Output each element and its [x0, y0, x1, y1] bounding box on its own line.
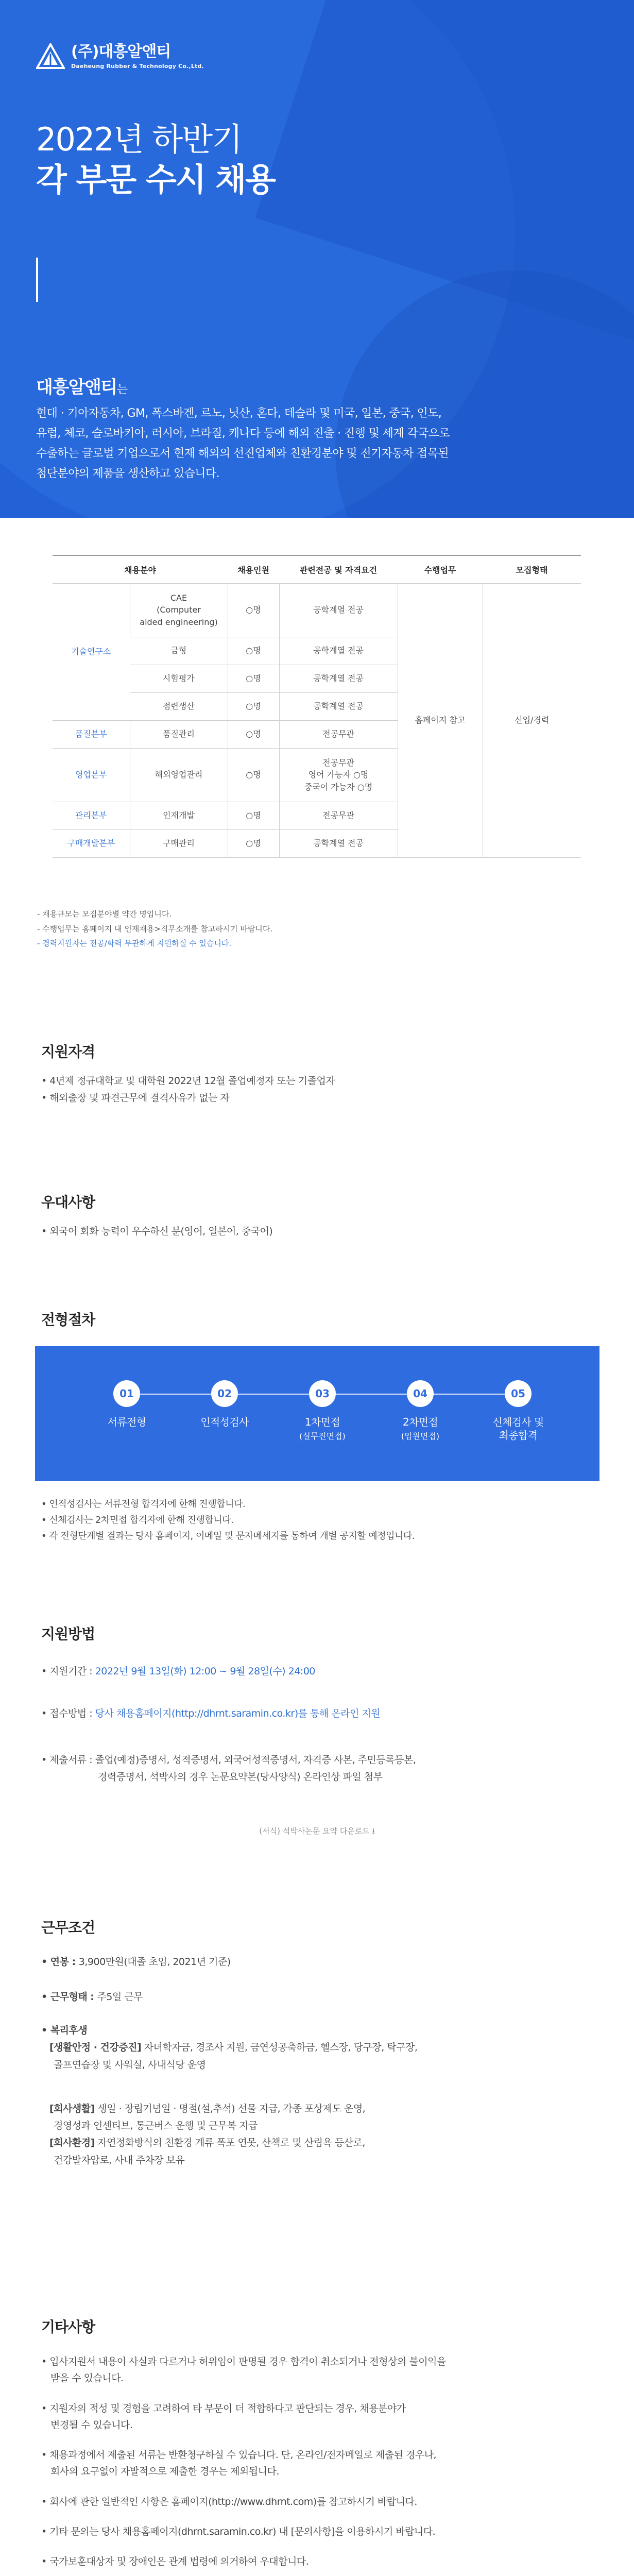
- count-cell: ○명: [228, 748, 279, 802]
- category-cell: 영업본부: [53, 748, 130, 802]
- title-line-2: 각 부문 수시 채용: [36, 160, 275, 198]
- type-cell: 신입/경력: [483, 583, 581, 857]
- list-item: • 4년제 정규대학교 및 대학원 2022년 12월 졸업예정자 또는 기졸업자: [41, 1075, 335, 1087]
- intro-line: 수출하는 글로벌 기업으로서 현재 해외의 선진업체와 친환경분야 및 전기자동차 접목된: [36, 447, 449, 460]
- count-cell: ○명: [228, 829, 279, 857]
- list-item: • 입사지원서 내용이 사실과 다르거나 허위임이 판명될 경우 합격이 취소되거나 전형상의 불이익을 받을 수 있습니다.: [41, 2356, 446, 2384]
- duty-cell: 홈페이지 참고: [398, 583, 483, 857]
- req-cell: 공학계열 전공: [279, 829, 398, 857]
- list-item: • 신체검사는 2차면접 합격자에 한해 진행합니다.: [41, 1514, 234, 1526]
- count-cell: ○명: [228, 637, 279, 665]
- step-label: 1차면접: [304, 1416, 340, 1428]
- step-label: 2차면접: [402, 1416, 438, 1428]
- col-header: 채용인원: [228, 555, 279, 583]
- process-step: [371, 1380, 469, 1442]
- work-form: • 근무형태 : 주5일 근무: [41, 1991, 143, 2003]
- field-cell: CAE (Computer aided engineering): [130, 583, 228, 637]
- list-item: • 인적성검사는 서류전형 합격자에 한해 진행합니다.: [41, 1499, 246, 1510]
- field-cell: 품질관리: [130, 720, 228, 748]
- section-title-apply: 지원방법: [41, 1625, 95, 1642]
- list-item: • 채용과정에서 제출된 서류는 반환청구하실 수 있습니다. 단, 온라인/전자메일로 제출된 경우나, 회사의 요구없이 자발적으로 제출한 경우는 제외됩니다.: [41, 2449, 437, 2478]
- table-row: [53, 583, 581, 637]
- step-label: 서류전형: [107, 1416, 146, 1428]
- category-cell: 기술연구소: [53, 583, 130, 720]
- count-cell: ○명: [228, 665, 279, 692]
- req-cell: 전공무관: [279, 720, 398, 748]
- req-cell: 공학계열 전공: [279, 583, 398, 637]
- apply-period: • 지원기간 : 2022년 9월 13일(화) 12:00 ~ 9월 28일(수) 24:00: [41, 1666, 315, 1677]
- hero-banner: [0, 0, 634, 518]
- category-cell: 구매개발본부: [53, 829, 130, 857]
- apply-docs: • 제출서류 : 졸업(예정)증명서, 성적증명서, 외국어성적증명서, 자격증 사본, 주민등록등본, 경력증명서, 석박사의 경우 논문요약본(당사양식) 온라인상 파일 첨부: [41, 1754, 416, 1783]
- count-cell: ○명: [228, 802, 279, 829]
- process-step: [176, 1380, 273, 1429]
- process-notes: [41, 1497, 415, 1545]
- download-form-link[interactable]: (서식) 석박사논문 요약 다운로드 ⭳: [259, 1826, 375, 1836]
- field-cell: 점련생산: [130, 692, 228, 720]
- list-item: • 해외출장 및 파견근무에 결격사유가 없는 자: [41, 1092, 230, 1104]
- list-item: • 기타 문의는 당사 채용홈페이지(dhrnt.saramin.co.kr) 내 [문의사항]을 이용하시기 바랍니다.: [41, 2526, 436, 2538]
- qualification-list: [41, 1073, 335, 1107]
- logo-korean-name: (주)대흥알앤티: [71, 42, 171, 61]
- logo-english-name: Daeheung Rubber & Technology Co.,Ltd.: [71, 62, 204, 70]
- step-number: 02: [211, 1380, 238, 1407]
- list-item: • 지원자의 적성 및 경험을 고려하여 타 부문이 더 적합하다고 판단되는 경우, 채용분야가 변경될 수 있습니다.: [41, 2402, 406, 2431]
- step-sub: (임원면접): [401, 1431, 440, 1441]
- list-item: • 외국어 회화 능력이 우수하신 분(영어, 일본어, 중국어): [41, 1226, 273, 1237]
- count-cell: ○명: [228, 720, 279, 748]
- field-cell: 해외영업관리: [130, 748, 228, 802]
- process-step: [273, 1380, 371, 1442]
- field-cell: 구매관리: [130, 829, 228, 857]
- category-cell: 품질본부: [53, 720, 130, 748]
- note-line: - 수행업무는 홈페이지 내 인재채용>직무소개를 참고하시기 바랍니다.: [37, 924, 273, 934]
- recruit-table: [53, 555, 581, 858]
- step-number: 01: [113, 1380, 140, 1407]
- period-value: 2022년 9월 13일(화) 12:00 ~ 9월 28일(수) 24:00: [95, 1666, 315, 1677]
- apply-method: • 접수방법 : 당사 채용홈페이지(http://dhrnt.saramin.co.kr)를 통해 온라인 지원: [41, 1708, 381, 1719]
- intro-line: 첨단분야의 제품을 생산하고 있습니다.: [36, 467, 220, 480]
- field-cell: 시험평가: [130, 665, 228, 692]
- step-number: 05: [505, 1380, 532, 1407]
- title-line-1: 2022년 하반기: [36, 121, 242, 158]
- req-cell: 전공무관: [279, 802, 398, 829]
- req-cell: 공학계열 전공: [279, 665, 398, 692]
- section-title-work: 근무조건: [41, 1919, 95, 1936]
- intro-line: 유럽, 체코, 슬로바키아, 러시아, 브라질, 캐나다 등에 해외 진출 · 진행 및 세계 각국으로: [36, 427, 450, 440]
- field-cell: 금형: [130, 637, 228, 665]
- section-title-etc: 기타사항: [41, 2318, 95, 2335]
- welfare: • 복리후생 [생활안정 · 건강증진] 자녀학자금, 경조사 지원, 금연성공축하금, 헬스장, 당구장, 탁구장, 골프연습장 및 사워실, 사내식당 운영 [회사생활] 생일 · 장립기념일 · 명절(설,추석) 선물 지급, 각종 포상제도 운영, 경영성과 인센티브, 통근버스 운행 및 근무복 지급 [회사환경] 자연정화방식의 친환경 계류 폭포 연못, 산책로 및 산림욕 등산로, 건강발자압로, 사내 주차장 보유: [41, 2025, 418, 2166]
- step-number: 03: [309, 1380, 336, 1407]
- company-logo: [36, 43, 204, 70]
- col-header: 관련전공 및 자격요건: [279, 555, 398, 583]
- etc-list: [41, 2353, 446, 2570]
- step-label: 인적성검사: [200, 1416, 249, 1428]
- preference-list: [41, 1223, 272, 1240]
- page-title: [36, 120, 275, 199]
- req-cell: 공학계열 전공: [279, 637, 398, 665]
- divider: [36, 258, 38, 302]
- work-salary: • 연봉 : 3,900만원(대졸 초임, 2021년 기준): [41, 1956, 231, 1968]
- req-cell: 전공무관 영어 가능자 ○명 중국어 가능자 ○명: [279, 748, 398, 802]
- field-cell: 인재개발: [130, 802, 228, 829]
- step-sub: (실무진면접): [299, 1431, 346, 1441]
- step-label: 신체검사 및 최종합격: [492, 1416, 544, 1442]
- category-cell: 관리본부: [53, 802, 130, 829]
- table-notes: [37, 907, 272, 951]
- process-step: [469, 1380, 567, 1442]
- list-item: • 각 전형단계별 결과는 당사 홈페이지, 이메일 및 문자메세지를 통하여 개별 공지할 예정입니다.: [41, 1530, 415, 1541]
- section-title-process: 전형절차: [41, 1311, 95, 1328]
- list-item: • 회사에 관한 일반적인 사항은 홈페이지(http://www.dhrnt.com)를 참고하시기 바랍니다.: [41, 2496, 417, 2507]
- col-header: 모집형태: [483, 555, 581, 583]
- company-name: 대흥알앤티는: [36, 377, 127, 398]
- req-cell: 공학계열 전공: [279, 692, 398, 720]
- company-intro: [36, 372, 603, 484]
- logo-mark-icon: [36, 43, 65, 70]
- count-cell: ○명: [228, 692, 279, 720]
- section-title-qualification: 지원자격: [41, 1043, 95, 1060]
- process-step: [78, 1380, 176, 1429]
- step-number: 04: [407, 1380, 434, 1407]
- section-title-preference: 우대사항: [41, 1194, 95, 1211]
- process-steps: [35, 1346, 599, 1481]
- intro-line: 현대 · 기아자동차, GM, 폭스바겐, 르노, 닛산, 혼다, 테슬라 및 미국, 일본, 중국, 인도,: [36, 406, 442, 420]
- list-item: • 국가보훈대상자 및 장애인은 관계 법령에 의거하여 우대합니다.: [41, 2556, 309, 2568]
- table-header-row: [53, 555, 581, 583]
- recruit-homepage-link[interactable]: 당사 채용홈페이지(http://dhrnt.saramin.co.kr)를 통해 온라인 지원: [95, 1708, 381, 1719]
- count-cell: ○명: [228, 583, 279, 637]
- note-line: - 경력지원자는 전공/학력 무관하게 지원하실 수 있습니다.: [37, 939, 232, 948]
- col-header: 채용분야: [53, 555, 228, 583]
- col-header: 수행업무: [398, 555, 483, 583]
- note-line: - 채용규모는 모집분야별 약간 명입니다.: [37, 909, 172, 919]
